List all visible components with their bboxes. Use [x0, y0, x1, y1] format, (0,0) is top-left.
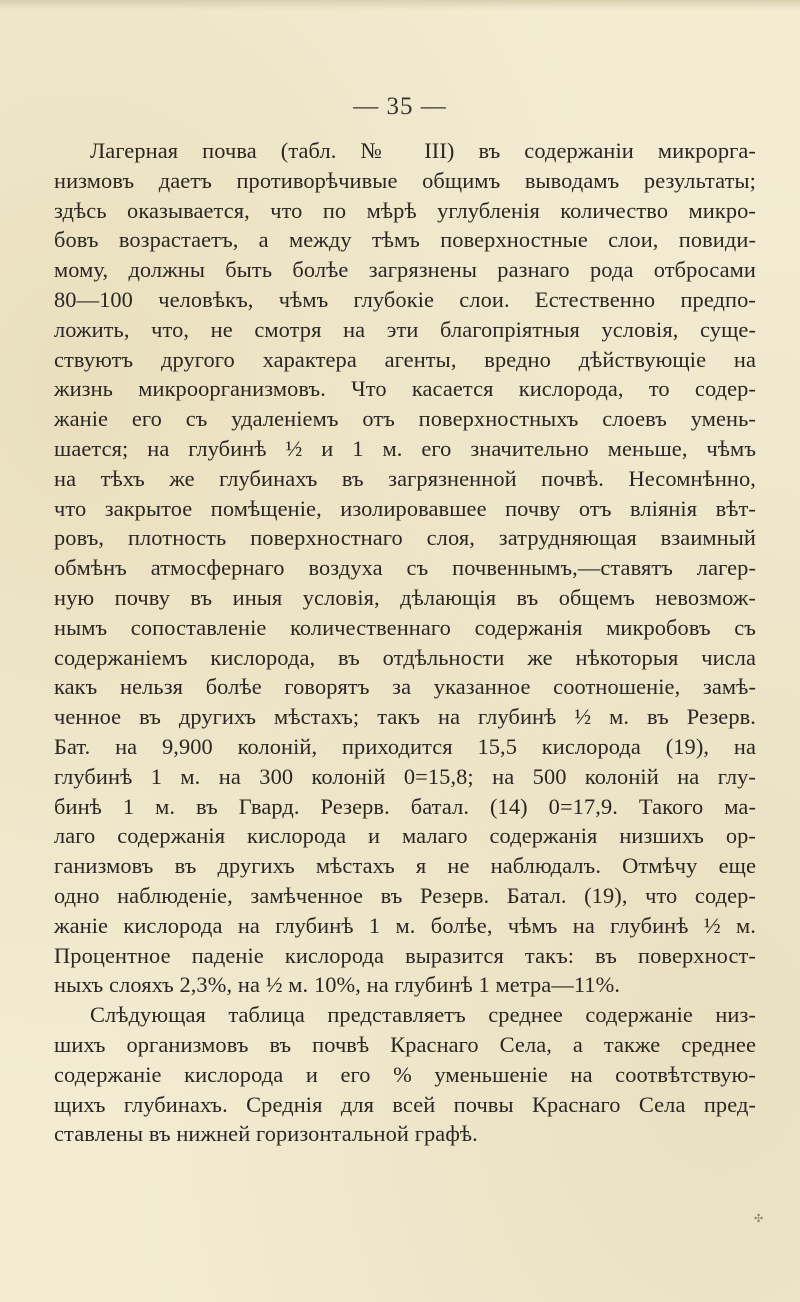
- text-line: лаго содержанія кислорода и малаго содержанія низшихъ ор-: [54, 823, 756, 849]
- body-text: [54, 136, 756, 1149]
- text-line: ныхъ слояхъ 2,3%, на ½ м. 10%, на глубинѣ 1 метра—11%.: [54, 972, 621, 998]
- text-line: Бат. на 9,900 колоній, приходится 15,5 кислорода (19), на: [54, 733, 756, 759]
- text-line: щихъ глубинахъ. Среднія для всей почвы Краснаго Села пред-: [54, 1091, 756, 1117]
- text-line: нымъ сопоставленіе количественнаго содержанія микробовъ съ: [54, 614, 756, 640]
- text-line: шается; на глубинѣ ½ и 1 м. его значительно меньше, чѣмъ: [54, 435, 756, 461]
- text-line: 80—100 человѣкъ, чѣмъ глубокіе слои. Естественно предпо-: [54, 286, 756, 312]
- text-line: какъ нельзя болѣе говорятъ за указанное соотношеніе, замѣ-: [54, 674, 756, 700]
- text-line: обмѣнъ атмосфернаго воздуха съ почвеннымъ,—ставятъ лагер-: [54, 555, 756, 581]
- text-line: ровъ, плотность поверхностнаго слоя, затрудняющая взаимный: [54, 525, 756, 551]
- text-line: ную почву въ иныя условія, дѣлающія въ общемъ невозмож-: [54, 584, 756, 610]
- text-line: бовъ возрастаетъ, а между тѣмъ поверхностные слои, повиди-: [54, 227, 756, 253]
- text-line: мому, должны быть болѣе загрязнены разнаго рода отбросами: [54, 257, 756, 283]
- page-top-edge: [0, 0, 800, 10]
- text-line: ложить, что, не смотря на эти благопріятныя условія, суще-: [54, 316, 756, 342]
- text-line: что закрытое помѣщеніе, изолировавшее почву отъ вліянія вѣт-: [54, 495, 756, 521]
- text-line: на тѣхъ же глубинахъ въ загрязненной почвѣ. Несомнѣнно,: [54, 465, 756, 491]
- text-line: ченное въ другихъ мѣстахъ; такъ на глубинѣ ½ м. въ Резерв.: [54, 704, 756, 730]
- text-line: Слѣдующая таблица представляетъ среднее содержаніе низ-: [90, 1002, 756, 1028]
- paper-speck: ✣: [754, 1213, 764, 1225]
- text-line: ствуютъ другого характера агенты, вредно дѣйствующіе на: [54, 346, 756, 372]
- text-line: ганизмовъ въ другихъ мѣстахъ я не наблюдалъ. Отмѣчу еще: [54, 853, 756, 879]
- text-line: Лагерная почва (табл. № III) въ содержаніи микрорга-: [90, 138, 756, 163]
- text-line: здѣсь оказывается, что по мѣрѣ углубленія количество микро-: [54, 197, 756, 223]
- text-line: содержаніемъ кислорода, въ отдѣльности же нѣкоторыя числа: [54, 644, 756, 670]
- text-line: ставлены въ нижней горизонтальной графѣ.: [54, 1121, 478, 1147]
- text-line: жизнь микроорганизмовъ. Что касается кислорода, то содер-: [54, 376, 756, 402]
- text-line: одно наблюденіе, замѣченное въ Резерв. Батал. (19), что содер-: [54, 882, 756, 908]
- text-line: жаніе кислорода на глубинѣ 1 м. болѣе, чѣмъ на глубинѣ ½ м.: [54, 912, 756, 938]
- page-number: — 35 —: [353, 93, 447, 120]
- text-line: шихъ организмовъ въ почвѣ Краснаго Села, а также среднее: [54, 1031, 756, 1057]
- text-line: содержаніе кислорода и его % уменьшеніе на соотвѣтствую-: [54, 1061, 756, 1087]
- text-line: глубинѣ 1 м. на 300 колоній 0=15,8; на 500 колоній на глу-: [54, 763, 756, 789]
- text-line: жаніе его съ удаленіемъ отъ поверхностныхъ слоевъ умень-: [54, 406, 756, 432]
- text-line: бинѣ 1 м. въ Гвард. Резерв. батал. (14) 0=17,9. Такого ма-: [54, 793, 756, 819]
- text-line: Процентное паденіе кислорода выразится такъ: въ поверхност-: [54, 942, 756, 968]
- text-line: низмовъ даетъ противорѣчивые общимъ выводамъ результаты;: [54, 167, 756, 193]
